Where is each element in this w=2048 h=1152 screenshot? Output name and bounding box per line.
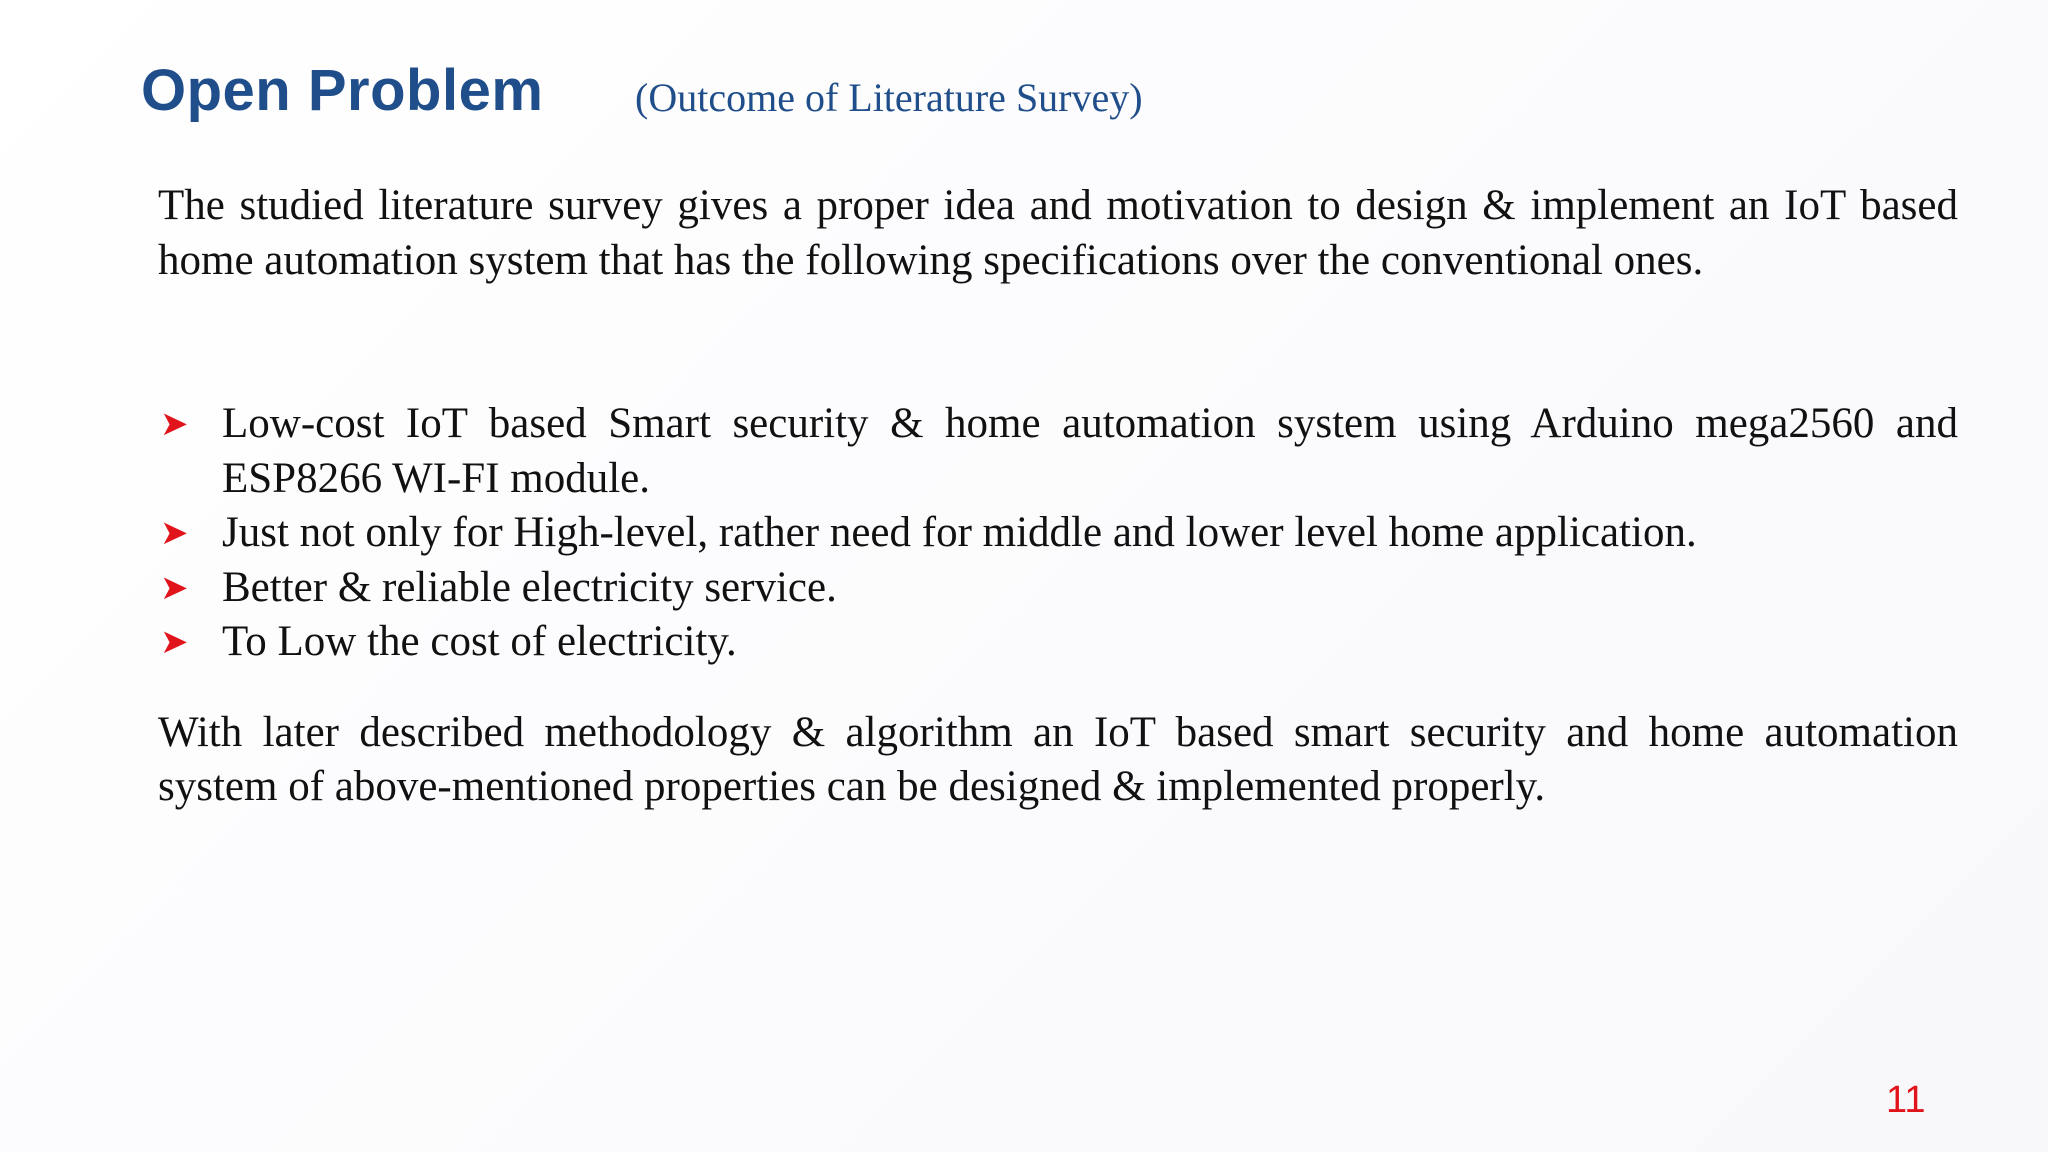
list-item xyxy=(158,561,1958,616)
list-item xyxy=(158,397,1958,506)
arrow-bullet-icon: ➤ xyxy=(160,567,189,608)
arrow-bullet-icon: ➤ xyxy=(160,404,189,444)
arrow-bullet-icon: ➤ xyxy=(160,622,189,662)
intro-paragraph: The studied literature survey gives a proper idea and motivation to design & implement an IoT based home automation system that has the following specifications over the conventional ones. xyxy=(158,182,1958,284)
list-item-text: Just not only for High-level, rather need for middle and lower level home application. xyxy=(222,509,1697,556)
list-item xyxy=(158,506,1958,561)
specification-list xyxy=(158,397,1958,670)
slide-title: Open Problem xyxy=(141,58,544,123)
page-number: 11 xyxy=(1886,1079,1926,1121)
closing-paragraph: With later described methodology & algorithm an IoT based smart security and home automation system of above-mentioned properties can be designed & implemented properly. xyxy=(158,708,1958,810)
slide-content xyxy=(158,179,1958,815)
list-item-text: Low-cost IoT based Smart security & home automation system using Arduino mega2560 and ESP8266 WI-FI module. xyxy=(222,400,1958,502)
list-item-text: Better & reliable electricity service. xyxy=(222,563,837,611)
arrow-bullet-icon: ➤ xyxy=(160,513,189,553)
list-item-text: To Low the cost of electricity. xyxy=(222,618,737,665)
list-item xyxy=(158,615,1958,670)
slide-subtitle: (Outcome of Literature Survey) xyxy=(635,75,1143,120)
